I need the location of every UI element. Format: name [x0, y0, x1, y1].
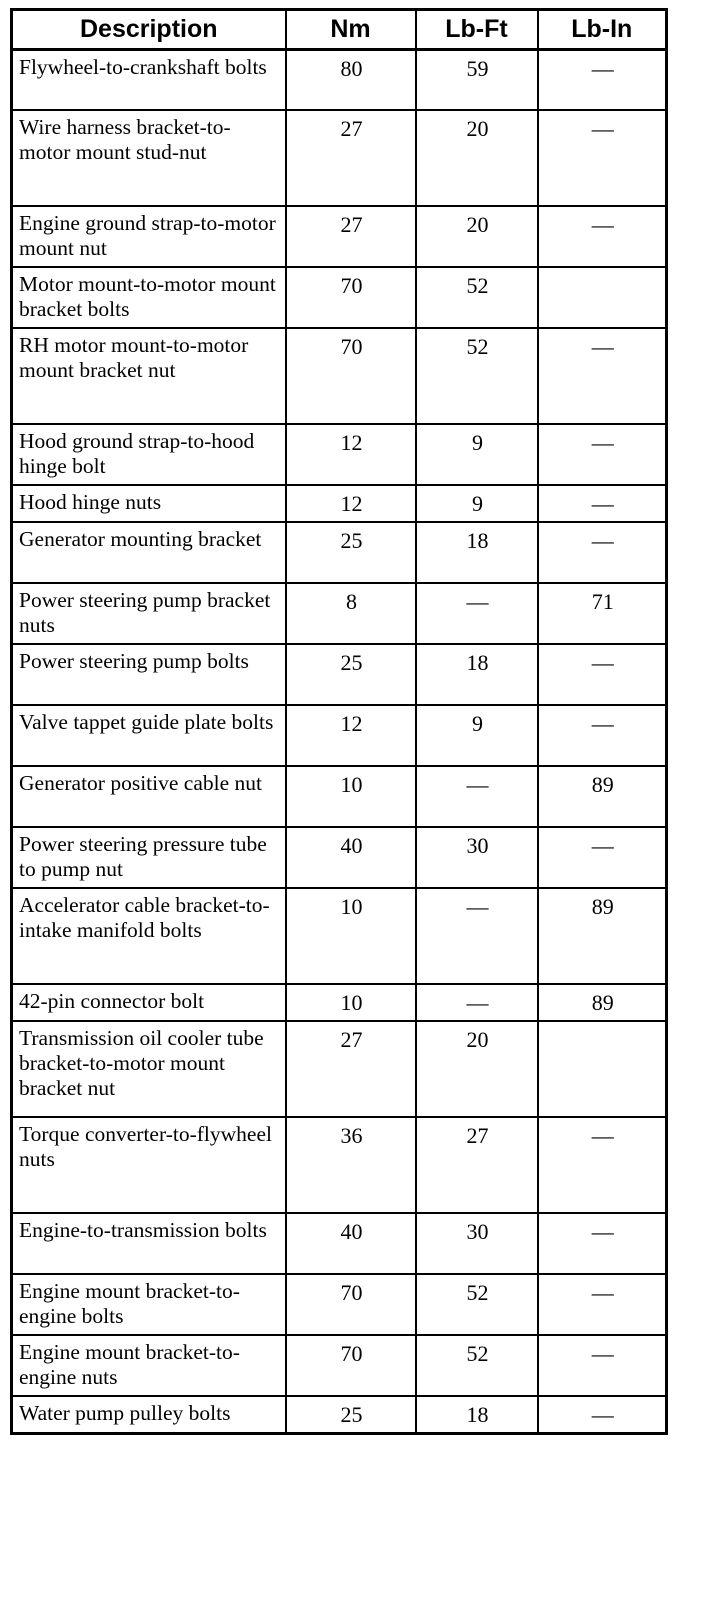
description-cell: Power steering pump bracket nuts: [12, 583, 286, 644]
table-row: [12, 1335, 667, 1396]
lb-ft-cell: 20: [416, 110, 538, 206]
lb-ft-cell: 9: [416, 485, 538, 522]
table-row: [12, 424, 667, 485]
lb-in-cell: —: [538, 644, 667, 705]
nm-cell: 27: [286, 206, 416, 267]
lb-ft-cell: 20: [416, 1021, 538, 1117]
description-cell: 42-pin connector bolt: [12, 984, 286, 1021]
lb-in-cell: [538, 267, 667, 328]
table-row: [12, 50, 667, 110]
description-cell: Valve tappet guide plate bolts: [12, 705, 286, 766]
table-row: [12, 1396, 667, 1434]
table-row: [12, 827, 667, 888]
nm-cell: 27: [286, 1021, 416, 1117]
lb-ft-cell: —: [416, 766, 538, 827]
nm-cell: 80: [286, 50, 416, 110]
lb-ft-cell: 30: [416, 827, 538, 888]
table-row: [12, 522, 667, 583]
nm-cell: 25: [286, 522, 416, 583]
nm-cell: 8: [286, 583, 416, 644]
table-row: [12, 984, 667, 1021]
lb-in-cell: —: [538, 1117, 667, 1213]
description-cell: Hood ground strap-to-hood hinge bolt: [12, 424, 286, 485]
description-cell: Hood hinge nuts: [12, 485, 286, 522]
table-body: [12, 50, 667, 1434]
lb-ft-cell: —: [416, 984, 538, 1021]
header-lb-in: Lb-In: [538, 10, 667, 50]
lb-ft-cell: 9: [416, 424, 538, 485]
table-row: [12, 110, 667, 206]
nm-cell: 10: [286, 766, 416, 827]
nm-cell: 70: [286, 267, 416, 328]
lb-ft-cell: 20: [416, 206, 538, 267]
lb-ft-cell: —: [416, 583, 538, 644]
nm-cell: 10: [286, 888, 416, 984]
nm-cell: 12: [286, 424, 416, 485]
torque-spec-table: [10, 8, 668, 1435]
lb-in-cell: [538, 1021, 667, 1117]
table-row: [12, 485, 667, 522]
table-row: [12, 888, 667, 984]
nm-cell: 25: [286, 644, 416, 705]
lb-in-cell: —: [538, 1335, 667, 1396]
lb-in-cell: —: [538, 522, 667, 583]
table-row: [12, 1117, 667, 1213]
description-cell: Motor mount-to-motor mount bracket bolts: [12, 267, 286, 328]
nm-cell: 40: [286, 1213, 416, 1274]
lb-in-cell: —: [538, 1274, 667, 1335]
description-cell: Wire harness bracket-to-motor mount stud-nut: [12, 110, 286, 206]
lb-in-cell: 89: [538, 766, 667, 827]
description-cell: Power steering pressure tube to pump nut: [12, 827, 286, 888]
description-cell: Accelerator cable bracket-to-intake manifold bolts: [12, 888, 286, 984]
description-cell: Engine mount bracket-to-engine nuts: [12, 1335, 286, 1396]
table-row: [12, 705, 667, 766]
nm-cell: 12: [286, 705, 416, 766]
description-cell: Engine ground strap-to-motor mount nut: [12, 206, 286, 267]
nm-cell: 12: [286, 485, 416, 522]
description-cell: Generator positive cable nut: [12, 766, 286, 827]
torque-spec-document: [10, 8, 668, 1435]
lb-in-cell: —: [538, 424, 667, 485]
lb-in-cell: —: [538, 705, 667, 766]
description-cell: Transmission oil cooler tube bracket-to-motor mount bracket nut: [12, 1021, 286, 1117]
lb-in-cell: —: [538, 1213, 667, 1274]
header-description: Description: [12, 10, 286, 50]
lb-ft-cell: 52: [416, 267, 538, 328]
description-cell: RH motor mount-to-motor mount bracket nut: [12, 328, 286, 424]
lb-ft-cell: 52: [416, 328, 538, 424]
lb-ft-cell: 30: [416, 1213, 538, 1274]
nm-cell: 70: [286, 328, 416, 424]
lb-in-cell: 89: [538, 888, 667, 984]
table-row: [12, 267, 667, 328]
description-cell: Water pump pulley bolts: [12, 1396, 286, 1434]
lb-in-cell: —: [538, 110, 667, 206]
table-row: [12, 206, 667, 267]
lb-ft-cell: 18: [416, 644, 538, 705]
lb-ft-cell: 9: [416, 705, 538, 766]
nm-cell: 40: [286, 827, 416, 888]
table-row: [12, 1274, 667, 1335]
lb-ft-cell: 52: [416, 1335, 538, 1396]
description-cell: Flywheel-to-crankshaft bolts: [12, 50, 286, 110]
description-cell: Torque converter-to-flywheel nuts: [12, 1117, 286, 1213]
header-nm: Nm: [286, 10, 416, 50]
lb-ft-cell: 18: [416, 522, 538, 583]
description-cell: Engine mount bracket-to-engine bolts: [12, 1274, 286, 1335]
lb-ft-cell: 52: [416, 1274, 538, 1335]
lb-in-cell: —: [538, 206, 667, 267]
description-cell: Engine-to-transmission bolts: [12, 1213, 286, 1274]
table-row: [12, 583, 667, 644]
lb-in-cell: —: [538, 1396, 667, 1434]
nm-cell: 36: [286, 1117, 416, 1213]
nm-cell: 27: [286, 110, 416, 206]
description-cell: Power steering pump bolts: [12, 644, 286, 705]
description-cell: Generator mounting bracket: [12, 522, 286, 583]
nm-cell: 70: [286, 1335, 416, 1396]
nm-cell: 25: [286, 1396, 416, 1434]
lb-in-cell: —: [538, 485, 667, 522]
table-row: [12, 1213, 667, 1274]
lb-ft-cell: 59: [416, 50, 538, 110]
lb-ft-cell: 18: [416, 1396, 538, 1434]
lb-in-cell: 71: [538, 583, 667, 644]
table-row: [12, 644, 667, 705]
header-row: [12, 10, 667, 50]
table-row: [12, 766, 667, 827]
table-header: [12, 10, 667, 50]
header-lb-ft: Lb-Ft: [416, 10, 538, 50]
table-row: [12, 1021, 667, 1117]
table-row: [12, 328, 667, 424]
lb-in-cell: —: [538, 50, 667, 110]
lb-ft-cell: 27: [416, 1117, 538, 1213]
lb-in-cell: 89: [538, 984, 667, 1021]
lb-in-cell: —: [538, 328, 667, 424]
nm-cell: 70: [286, 1274, 416, 1335]
lb-in-cell: —: [538, 827, 667, 888]
nm-cell: 10: [286, 984, 416, 1021]
lb-ft-cell: —: [416, 888, 538, 984]
